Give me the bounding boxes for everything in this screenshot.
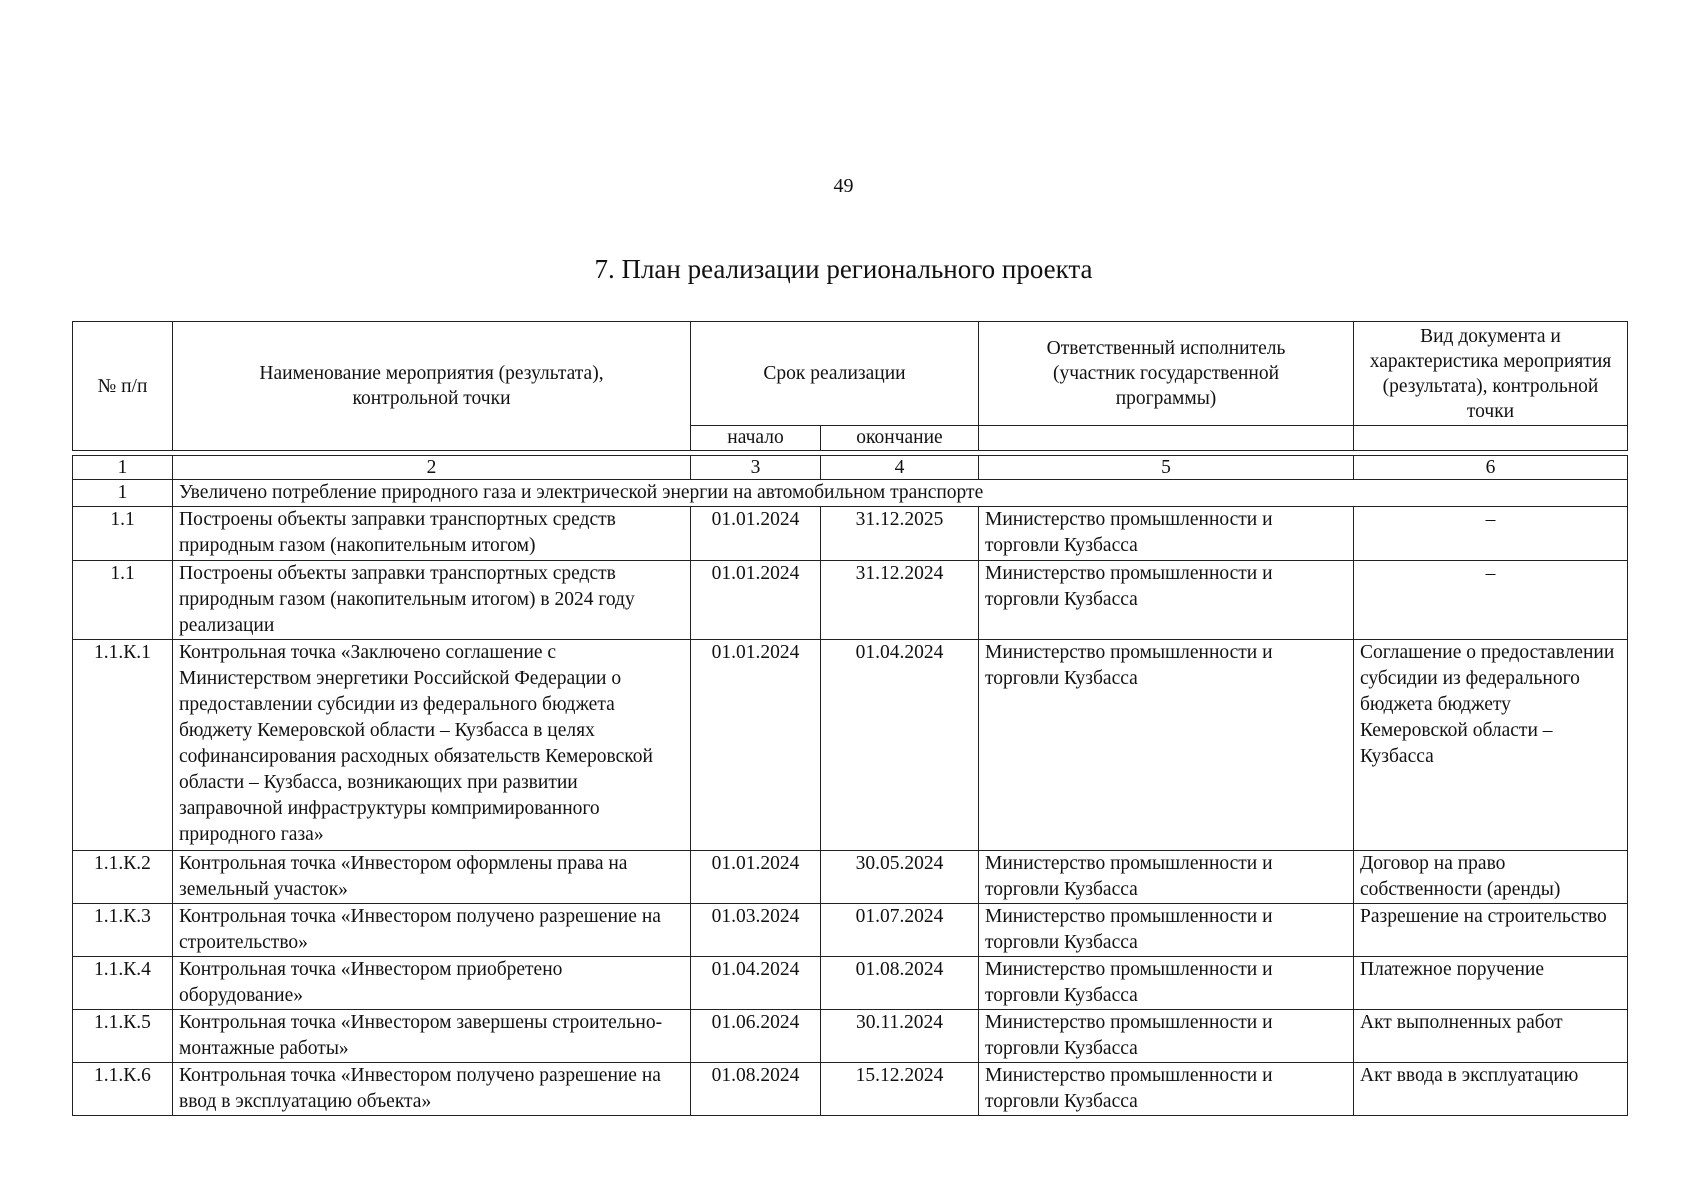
table-row [73, 957, 1628, 1010]
header-executor: Ответственный исполнитель (участник государственной программы) [979, 322, 1354, 426]
header-num: № п/п [73, 322, 173, 451]
row-name: Контрольная точка «Инвестором приобретено оборудование» [173, 957, 691, 1010]
row-executor: Министерство промышленности и торговли Кузбасса [979, 1063, 1354, 1116]
row-end-date: 31.12.2024 [821, 561, 979, 640]
column-number: 1 [73, 456, 173, 480]
section-title: Увеличено потребление природного газа и электрической энергии на автомобильном транспорте [173, 480, 1628, 507]
table-row [73, 1063, 1628, 1116]
column-number: 3 [691, 456, 821, 480]
row-document: Договор на право собственности (аренды) [1354, 851, 1628, 904]
section-row [73, 480, 1628, 507]
row-executor: Министерство промышленности и торговли Кузбасса [979, 904, 1354, 957]
row-end-date: 30.11.2024 [821, 1010, 979, 1063]
row-name: Контрольная точка «Инвестором получено разрешение на ввод в эксплуатацию объекта» [173, 1063, 691, 1116]
page-number: 49 [833, 175, 854, 197]
row-name: Построены объекты заправки транспортных средств природным газом (накопительным итогом) [173, 507, 691, 561]
row-num: 1.1.К.5 [73, 1010, 173, 1063]
column-number: 2 [173, 456, 691, 480]
header-name: Наименование мероприятия (результата), контрольной точки [173, 322, 691, 451]
header-executor-blank [979, 426, 1354, 451]
row-name: Построены объекты заправки транспортных средств природным газом (накопительным итогом) в 2024 году реализации [173, 561, 691, 640]
row-start-date: 01.08.2024 [691, 1063, 821, 1116]
row-start-date: 01.04.2024 [691, 957, 821, 1010]
row-document: Акт выполненных работ [1354, 1010, 1628, 1063]
row-document: Акт ввода в эксплуатацию [1354, 1063, 1628, 1116]
row-num: 1.1 [73, 507, 173, 561]
row-num: 1.1 [73, 561, 173, 640]
row-end-date: 01.04.2024 [821, 640, 979, 851]
table-row [73, 851, 1628, 904]
row-end-date: 01.07.2024 [821, 904, 979, 957]
table-header [72, 321, 1628, 451]
table-body [72, 455, 1628, 1116]
row-num: 1.1.К.4 [73, 957, 173, 1010]
row-num: 1.1.К.2 [73, 851, 173, 904]
row-document: – [1354, 507, 1628, 561]
row-end-date: 15.12.2024 [821, 1063, 979, 1116]
row-executor: Министерство промышленности и торговли Кузбасса [979, 851, 1354, 904]
row-document: – [1354, 561, 1628, 640]
row-num: 1.1.К.3 [73, 904, 173, 957]
row-start-date: 01.03.2024 [691, 904, 821, 957]
row-start-date: 01.06.2024 [691, 1010, 821, 1063]
row-num: 1.1.К.1 [73, 640, 173, 851]
table-row [73, 1010, 1628, 1063]
header-start: начало [691, 426, 821, 451]
table-row [73, 640, 1628, 851]
header-term: Срок реализации [691, 322, 979, 426]
row-executor: Министерство промышленности и торговли Кузбасса [979, 957, 1354, 1010]
row-executor: Министерство промышленности и торговли Кузбасса [979, 640, 1354, 851]
row-name: Контрольная точка «Инвестором оформлены права на земельный участок» [173, 851, 691, 904]
row-name: Контрольная точка «Заключено соглашение с Министерством энергетики Российской Федерации о предоставлении субсидии из федерального бюджета бюджету Кемеровской области – Кузбасса в целях софинансирования расходных обязательств Кемеровской области – Кузбасса, возникающих при развитии заправочной инфраструктуры компримированного природного газа» [173, 640, 691, 851]
table-row [73, 507, 1628, 561]
row-document: Соглашение о предоставлении субсидии из федерального бюджета бюджету Кемеровской области – Кузбасса [1354, 640, 1628, 851]
column-number: 6 [1354, 456, 1628, 480]
row-name: Контрольная точка «Инвестором получено разрешение на строительство» [173, 904, 691, 957]
row-name: Контрольная точка «Инвестором завершены строительно-монтажные работы» [173, 1010, 691, 1063]
column-number-row [73, 456, 1628, 480]
row-executor: Министерство промышленности и торговли Кузбасса [979, 507, 1354, 561]
column-number: 5 [979, 456, 1354, 480]
row-end-date: 31.12.2025 [821, 507, 979, 561]
row-start-date: 01.01.2024 [691, 507, 821, 561]
page-title: 7. План реализации регионального проекта [594, 254, 1093, 284]
table-row [73, 904, 1628, 957]
row-document: Платежное поручение [1354, 957, 1628, 1010]
table-row [73, 561, 1628, 640]
header-doc-blank [1354, 426, 1628, 451]
section-num: 1 [73, 480, 173, 507]
row-end-date: 30.05.2024 [821, 851, 979, 904]
row-executor: Министерство промышленности и торговли Кузбасса [979, 1010, 1354, 1063]
row-start-date: 01.01.2024 [691, 851, 821, 904]
row-start-date: 01.01.2024 [691, 561, 821, 640]
header-end: окончание [821, 426, 979, 451]
row-executor: Министерство промышленности и торговли Кузбасса [979, 561, 1354, 640]
header-doc: Вид документа и характеристика мероприятия (результата), контрольной точки [1354, 322, 1628, 426]
row-num: 1.1.К.6 [73, 1063, 173, 1116]
column-number: 4 [821, 456, 979, 480]
row-end-date: 01.08.2024 [821, 957, 979, 1010]
row-document: Разрешение на строительство [1354, 904, 1628, 957]
row-start-date: 01.01.2024 [691, 640, 821, 851]
